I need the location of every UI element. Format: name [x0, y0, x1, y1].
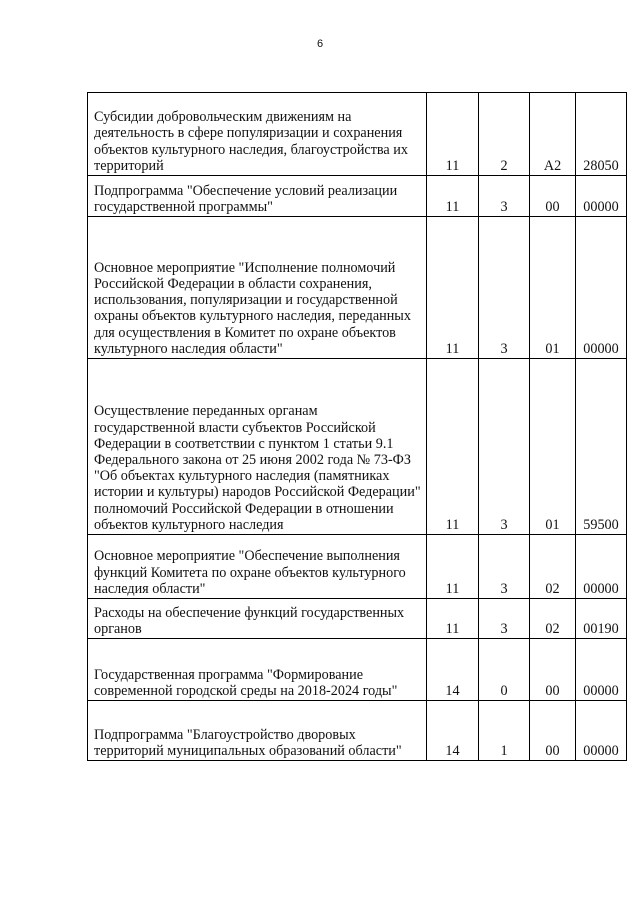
table-row: [88, 93, 627, 176]
subprogram-code: 3: [479, 359, 530, 535]
activity-code: 01: [530, 359, 576, 535]
table-row: [88, 535, 627, 599]
activity-code: А2: [530, 93, 576, 176]
direction-code: 00000: [576, 176, 627, 217]
program-code: 11: [427, 599, 479, 639]
table-row: [88, 217, 627, 359]
budget-classification-table: [87, 92, 627, 761]
subprogram-code: 1: [479, 701, 530, 761]
program-code: 14: [427, 701, 479, 761]
subprogram-code: 3: [479, 176, 530, 217]
table-row: [88, 176, 627, 217]
activity-code: 00: [530, 176, 576, 217]
row-description: Государственная программа "Формирование современной городской среды на 2018-2024 годы": [88, 639, 427, 701]
program-code: 14: [427, 639, 479, 701]
subprogram-code: 3: [479, 217, 530, 359]
row-description: Подпрограмма "Благоустройство дворовых территорий муниципальных образований области": [88, 701, 427, 761]
table-row: [88, 701, 627, 761]
activity-code: 02: [530, 599, 576, 639]
program-code: 11: [427, 93, 479, 176]
direction-code: 00000: [576, 639, 627, 701]
table-row: [88, 639, 627, 701]
direction-code: 00000: [576, 535, 627, 599]
program-code: 11: [427, 359, 479, 535]
row-description: Основное мероприятие "Обеспечение выполнения функций Комитета по охране объектов культурного наследия области": [88, 535, 427, 599]
direction-code: 28050: [576, 93, 627, 176]
row-description: Расходы на обеспечение функций государственных органов: [88, 599, 427, 639]
direction-code: 00000: [576, 217, 627, 359]
table-row: [88, 359, 627, 535]
program-code: 11: [427, 176, 479, 217]
subprogram-code: 2: [479, 93, 530, 176]
row-description: Основное мероприятие "Исполнение полномочий Российской Федерации в области сохранения, использования, популяризации и государственной охраны объектов культурного наследия, переданных для осуществления в Комитет по охране объектов культурного наследия области": [88, 217, 427, 359]
activity-code: 02: [530, 535, 576, 599]
row-description: Подпрограмма "Обеспечение условий реализации государственной программы": [88, 176, 427, 217]
row-description: Осуществление переданных органам государственной власти субъектов Российской Федерации в соответствии с пунктом 1 статьи 9.1 Федерального закона от 25 июня 2002 года № 73-ФЗ "Об объектах культурного наследия (памятниках истории и культуры) народов Российской Федерации" полномочий Российской Федерации в отношении объектов культурного наследия: [88, 359, 427, 535]
subprogram-code: 3: [479, 599, 530, 639]
page-number: 6: [316, 38, 324, 50]
direction-code: 00190: [576, 599, 627, 639]
direction-code: 59500: [576, 359, 627, 535]
activity-code: 00: [530, 701, 576, 761]
subprogram-code: 3: [479, 535, 530, 599]
program-code: 11: [427, 217, 479, 359]
subprogram-code: 0: [479, 639, 530, 701]
activity-code: 00: [530, 639, 576, 701]
program-code: 11: [427, 535, 479, 599]
table-row: [88, 599, 627, 639]
row-description: Субсидии добровольческим движениям на деятельность в сфере популяризации и сохранения объектов культурного наследия, благоустройства их территорий: [88, 93, 427, 176]
activity-code: 01: [530, 217, 576, 359]
direction-code: 00000: [576, 701, 627, 761]
